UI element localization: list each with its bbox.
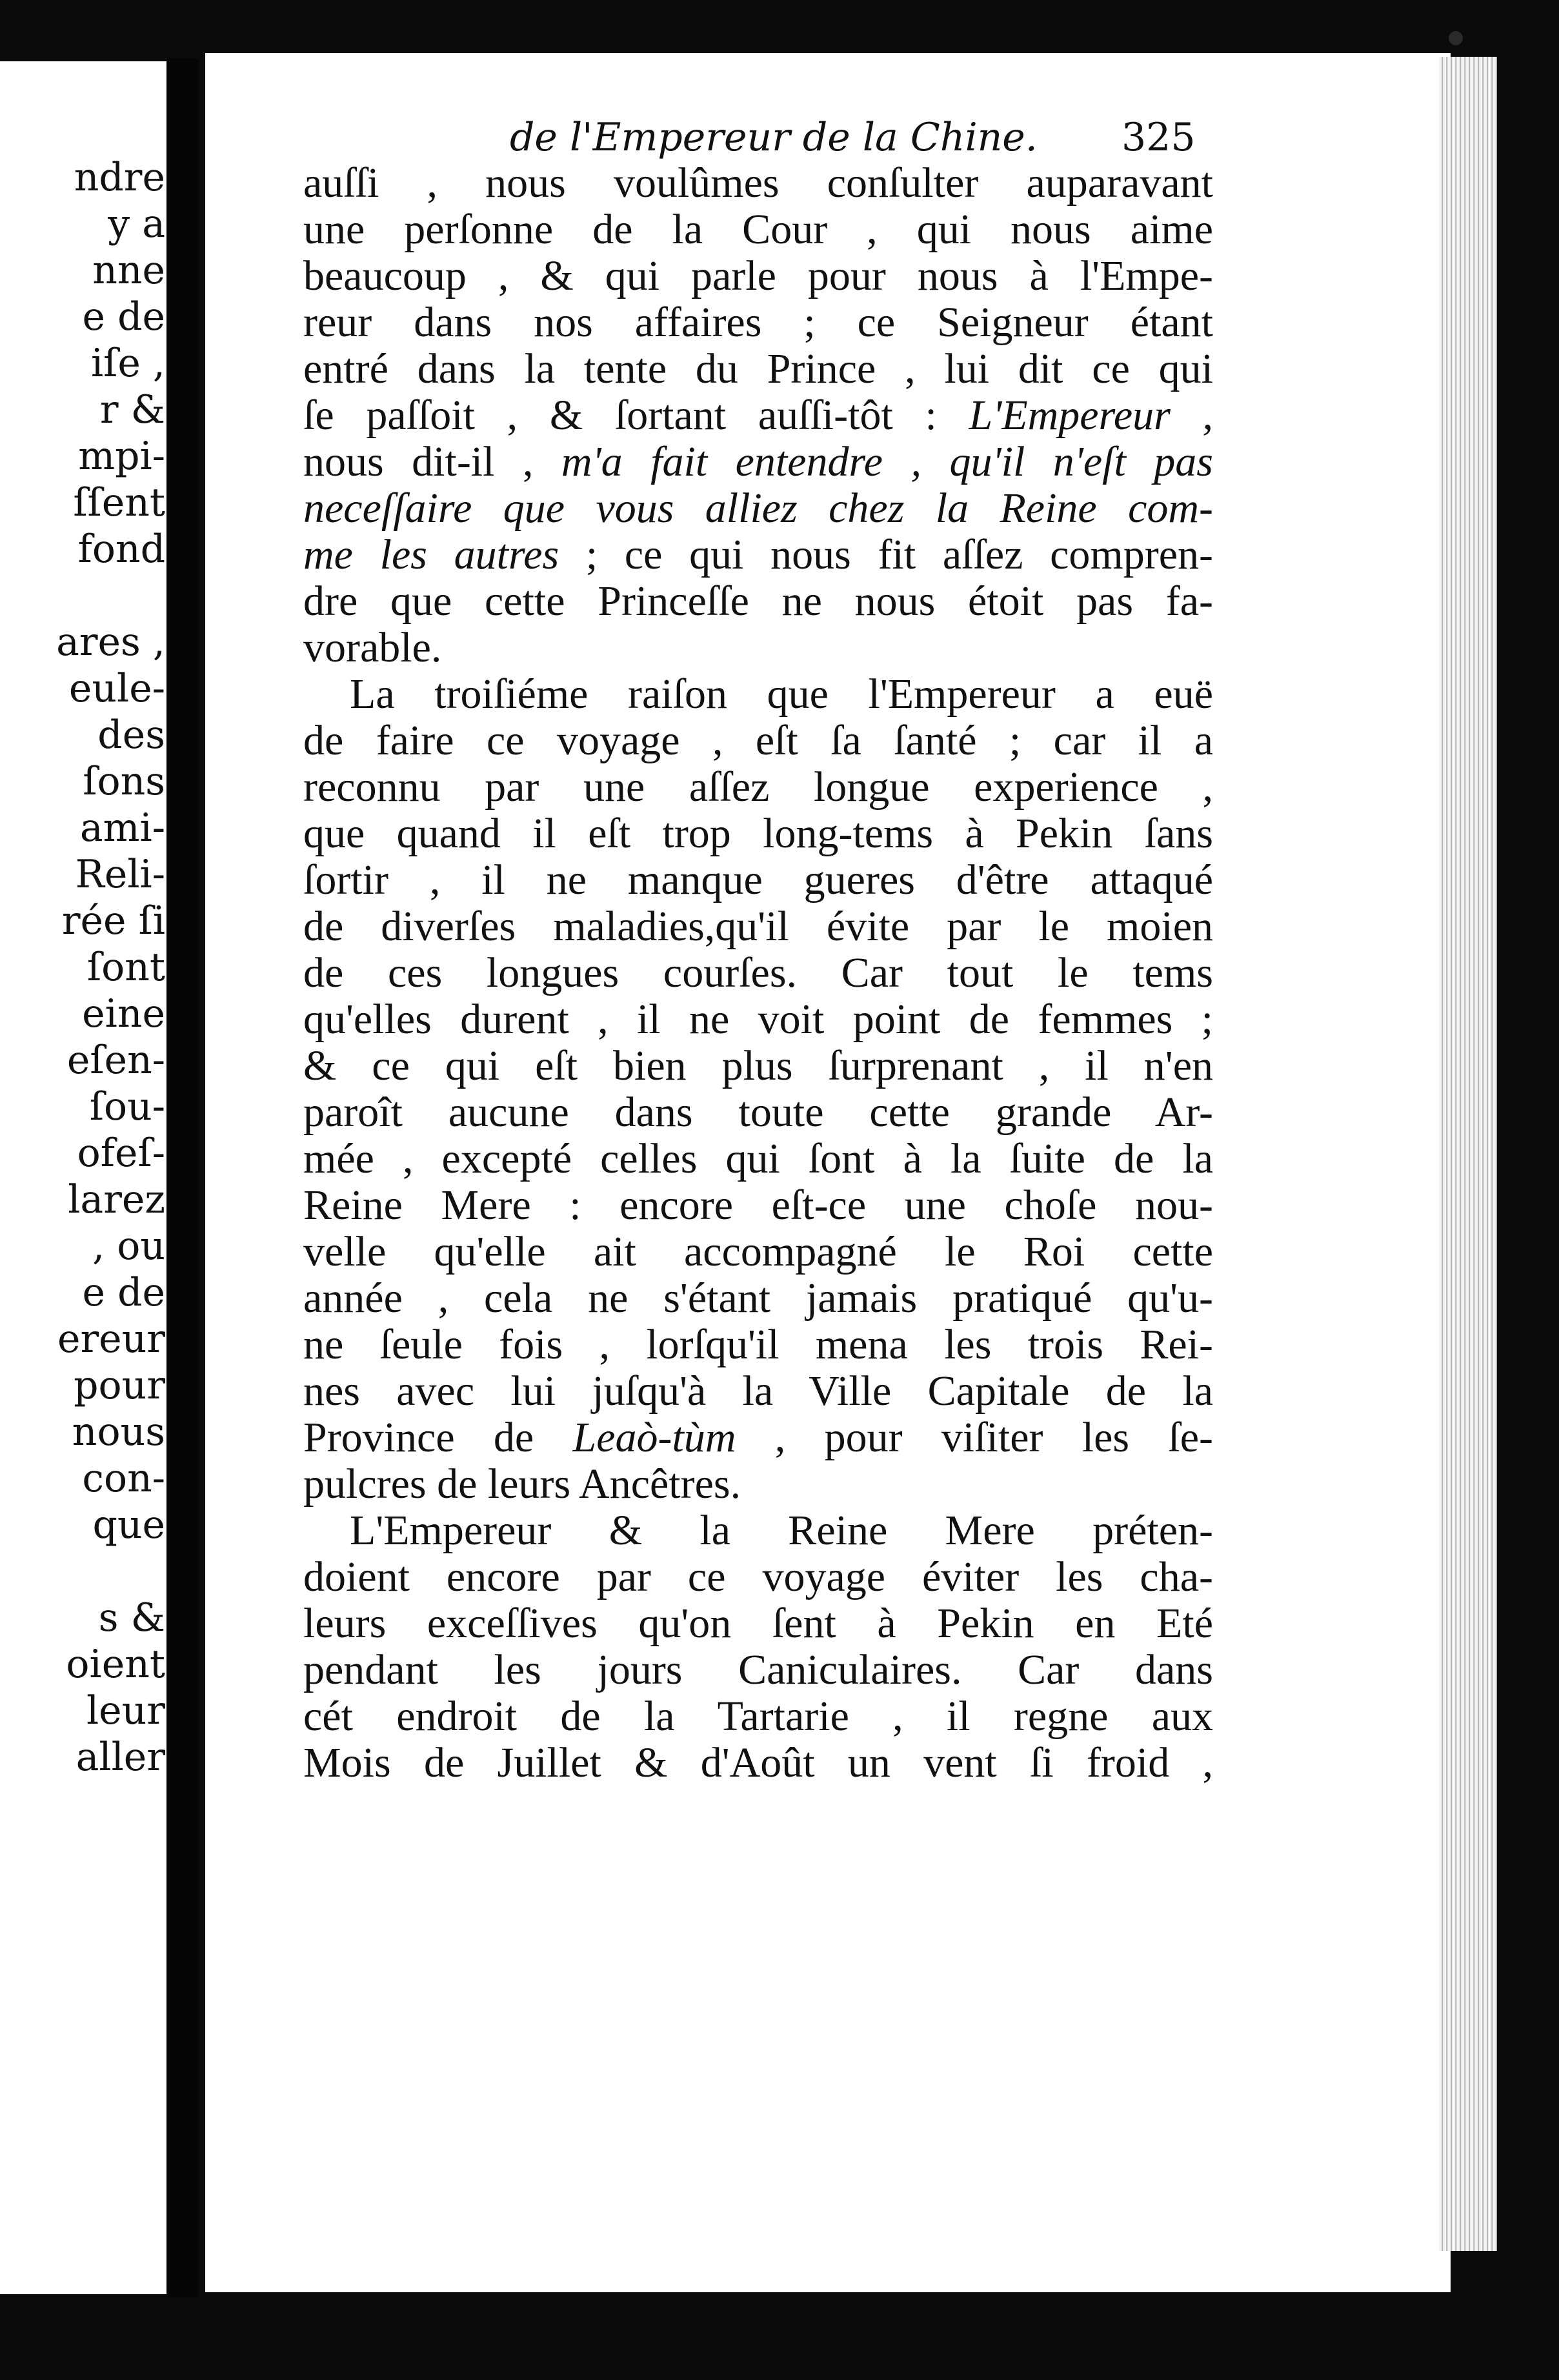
roman-text: reconnu par une aſſez longue experience , bbox=[303, 763, 1213, 811]
text-line bbox=[303, 253, 1213, 299]
roman-text: ſortir , il ne manque gueres d'être attaqué bbox=[303, 856, 1213, 903]
roman-text: qu'elles durent , il ne voit point de femmes ; bbox=[303, 996, 1213, 1043]
roman-text: ſe paſſoit , & ſortant auſſi-tôt : bbox=[303, 392, 969, 439]
left-page-line: iſe , bbox=[90, 341, 165, 386]
text-line bbox=[303, 857, 1213, 903]
roman-text: ; ce qui nous fit aſſez compren- bbox=[559, 531, 1213, 578]
text-line bbox=[303, 160, 1213, 207]
roman-text: velle qu'elle ait accompagné le Roi cette bbox=[303, 1228, 1213, 1275]
roman-text: que quand il eſt trop long-tems à Pekin ſans bbox=[303, 810, 1213, 857]
roman-text: cét endroit de la Tartarie , il regne aux bbox=[303, 1693, 1213, 1740]
italic-text: me les autres bbox=[303, 531, 559, 578]
left-page-line: Reli- bbox=[75, 852, 165, 897]
text-line bbox=[303, 207, 1213, 253]
left-page-line: larez bbox=[68, 1177, 165, 1222]
left-page-line: y a bbox=[108, 201, 165, 247]
roman-text: année , cela ne s'étant jamais pratiqué qu'u- bbox=[303, 1275, 1213, 1322]
left-page-line: ndre bbox=[74, 155, 165, 200]
text-line bbox=[303, 346, 1213, 392]
text-line bbox=[303, 532, 1213, 578]
text-line bbox=[303, 439, 1213, 485]
italic-text: Leaò-tùm bbox=[572, 1414, 736, 1461]
left-page-line: e de bbox=[82, 1270, 165, 1315]
text-line bbox=[303, 950, 1213, 996]
roman-text: nous dit-il , bbox=[303, 438, 561, 485]
roman-text: de ces longues courſes. Car tout le tems bbox=[303, 949, 1213, 996]
roman-text: auſſi , nous voulûmes conſulter auparavant bbox=[303, 159, 1213, 207]
left-page-line: , ou bbox=[92, 1224, 165, 1269]
roman-text: La troiſiéme raiſon que l'Empereur a euë bbox=[350, 671, 1213, 718]
roman-text: doient encore par ce voyage éviter les cha- bbox=[303, 1553, 1213, 1600]
text-line bbox=[303, 718, 1213, 764]
left-page-line: nne bbox=[92, 248, 165, 293]
text-line bbox=[303, 1089, 1213, 1136]
roman-text: une perſonne de la Cour , qui nous aime bbox=[303, 206, 1213, 253]
roman-text: pendant les jours Caniculaires. Car dans bbox=[303, 1646, 1213, 1693]
roman-text: ne ſeule fois , lorſqu'il mena les trois Rei- bbox=[303, 1321, 1213, 1368]
left-page-line: ares , bbox=[56, 620, 165, 665]
previous-page-fragment bbox=[0, 61, 173, 2294]
left-page-line: ofeſ- bbox=[77, 1131, 165, 1176]
roman-text: dre que cette Princeſſe ne nous étoit pas fa- bbox=[303, 578, 1213, 625]
roman-text: reur dans nos affaires ; ce Seigneur étant bbox=[303, 299, 1213, 346]
left-page-line: ſou- bbox=[89, 1084, 165, 1129]
text-line bbox=[303, 1461, 1213, 1508]
left-page-line: ſons bbox=[83, 759, 165, 804]
left-page-line: ami- bbox=[79, 805, 165, 851]
left-page-line: mpi- bbox=[78, 434, 165, 479]
left-page-line: eſen- bbox=[66, 1038, 165, 1083]
roman-text: leurs exceſſives qu'on ſent à Pekin en Eté bbox=[303, 1600, 1213, 1647]
left-page-line: ſont bbox=[86, 945, 165, 990]
italic-text: m'a fait entendre , qu'il n'eſt pas bbox=[561, 438, 1213, 485]
left-page-line: r & bbox=[99, 387, 165, 432]
roman-text: , pour viſiter les ſe- bbox=[736, 1414, 1213, 1461]
page-number: 325 bbox=[1121, 115, 1196, 160]
italic-text: L'Empereur , bbox=[969, 392, 1213, 439]
text-line bbox=[303, 1136, 1213, 1182]
roman-text: entré dans la tente du Prince , lui dit ce qui bbox=[303, 345, 1213, 392]
left-page-line: eule- bbox=[68, 666, 165, 711]
left-page-line: leur bbox=[86, 1688, 165, 1733]
text-line bbox=[303, 1182, 1213, 1229]
binding-dot bbox=[1449, 31, 1463, 45]
roman-text: Mois de Juillet & d'Août un vent ſi froid , bbox=[303, 1739, 1213, 1786]
body-text bbox=[303, 160, 1213, 1786]
text-line bbox=[303, 485, 1213, 532]
text-line bbox=[303, 1275, 1213, 1322]
left-page-line: e de bbox=[82, 294, 165, 339]
text-line bbox=[303, 671, 1213, 718]
roman-text: vorable. bbox=[303, 624, 442, 671]
text-line bbox=[303, 1322, 1213, 1368]
left-page-line: nous bbox=[72, 1409, 165, 1455]
text-line bbox=[303, 1415, 1213, 1461]
left-page-line: s & bbox=[98, 1595, 165, 1640]
text-line bbox=[303, 764, 1213, 811]
text-line bbox=[303, 1693, 1213, 1740]
left-page-line: des bbox=[97, 712, 165, 758]
left-page-line: oient bbox=[66, 1642, 165, 1687]
page-edges bbox=[1439, 57, 1497, 2251]
roman-text: Province de bbox=[303, 1414, 573, 1461]
text-line bbox=[303, 1554, 1213, 1600]
text-line bbox=[303, 1647, 1213, 1693]
text-line bbox=[303, 996, 1213, 1043]
text-line bbox=[303, 1368, 1213, 1415]
roman-text: pulcres de leurs Ancêtres. bbox=[303, 1460, 741, 1508]
roman-text: L'Empereur & la Reine Mere préten- bbox=[350, 1507, 1213, 1554]
left-page-line: ſſent bbox=[73, 480, 165, 525]
left-page-line: pour bbox=[74, 1363, 165, 1408]
text-line bbox=[303, 625, 1213, 671]
running-head: de l'Empereur de la Chine. bbox=[510, 115, 1038, 160]
roman-text: Reine Mere : encore eſt-ce une choſe nou- bbox=[303, 1182, 1213, 1229]
roman-text: nes avec lui juſqu'à la Ville Capitale de la bbox=[303, 1367, 1213, 1415]
roman-text: beaucoup , & qui parle pour nous à l'Empe- bbox=[303, 252, 1213, 299]
left-page-line: con- bbox=[82, 1456, 165, 1501]
roman-text: paroît aucune dans toute cette grande Ar- bbox=[303, 1089, 1213, 1136]
text-line bbox=[303, 1229, 1213, 1275]
left-page-line: que bbox=[92, 1502, 165, 1548]
text-line bbox=[303, 903, 1213, 950]
left-page-line: aller bbox=[75, 1735, 165, 1780]
text-line bbox=[303, 392, 1213, 439]
left-page-line: eine bbox=[82, 991, 165, 1036]
italic-text: neceſſaire que vous alliez chez la Reine com- bbox=[303, 485, 1213, 532]
text-line bbox=[303, 1043, 1213, 1089]
left-page-line: fond bbox=[77, 527, 165, 572]
roman-text: de faire ce voyage , eſt ſa ſanté ; car il a bbox=[303, 717, 1213, 764]
book-gutter bbox=[166, 58, 199, 2297]
roman-text: mée , excepté celles qui ſont à la ſuite de la bbox=[303, 1135, 1213, 1182]
text-line bbox=[303, 578, 1213, 625]
text-line bbox=[303, 1508, 1213, 1554]
roman-text: & ce qui eſt bien plus ſurprenant , il n'en bbox=[303, 1042, 1213, 1089]
text-line bbox=[303, 811, 1213, 857]
roman-text: de diverſes maladies,qu'il évite par le moien bbox=[303, 903, 1213, 950]
left-page-line: ereur bbox=[57, 1316, 165, 1362]
text-line bbox=[303, 1740, 1213, 1786]
text-line bbox=[303, 1600, 1213, 1647]
text-line bbox=[303, 299, 1213, 346]
left-page-line: rée ſi bbox=[61, 898, 165, 943]
